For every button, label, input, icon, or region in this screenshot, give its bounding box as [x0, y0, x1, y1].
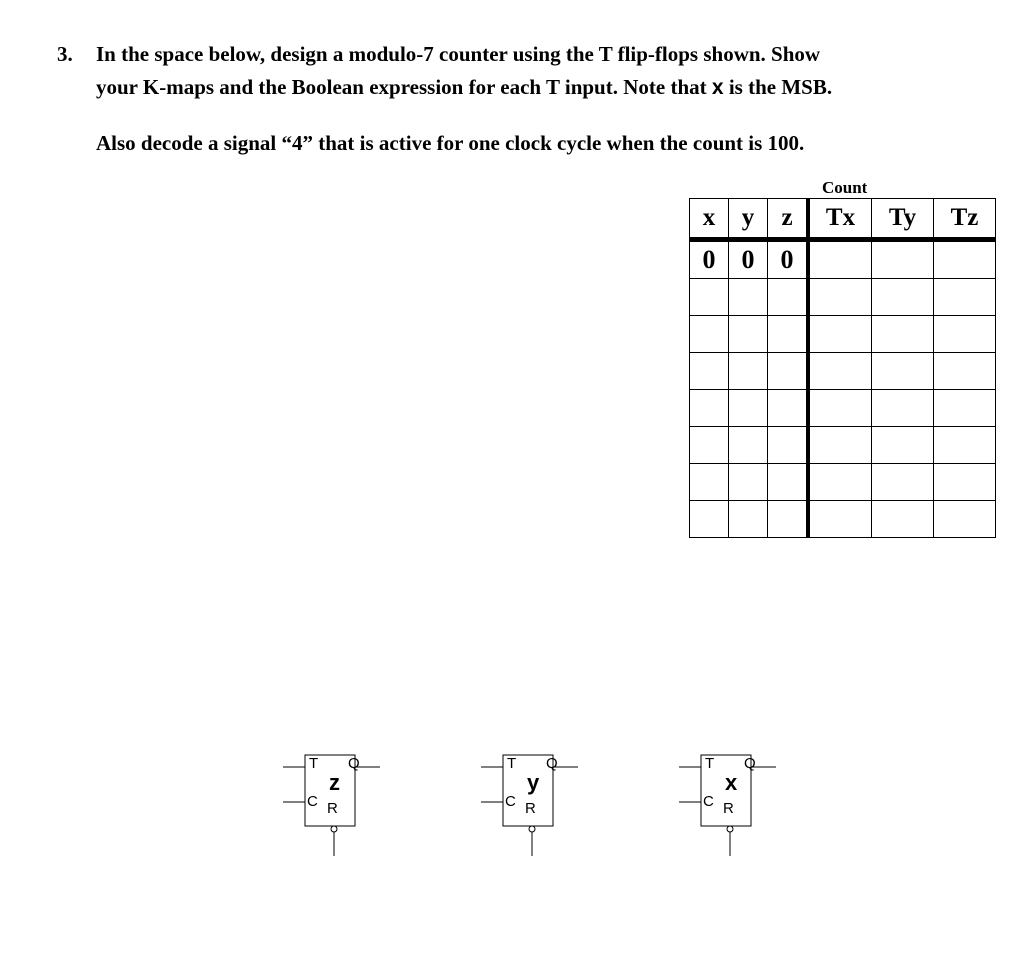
reset-input-label: R [723, 800, 734, 817]
cell-tx[interactable] [808, 501, 872, 538]
table-row [690, 316, 996, 353]
table-row [690, 279, 996, 316]
cell-x[interactable] [690, 316, 729, 353]
table-row [690, 390, 996, 427]
cell-tx[interactable] [808, 279, 872, 316]
cell-tx[interactable] [808, 427, 872, 464]
clock-input-label: C [307, 793, 318, 810]
table-row [690, 464, 996, 501]
cell-x[interactable] [690, 353, 729, 390]
cell-tx[interactable] [808, 390, 872, 427]
flipflop-name: x [725, 770, 738, 795]
cell-y[interactable] [729, 316, 768, 353]
header-tx: Tx [808, 199, 872, 240]
question-text-line3: Also decode a signal “4” that is active for one clock cycle when the count is 100. [96, 131, 805, 155]
cell-ty[interactable] [872, 390, 934, 427]
table-row [690, 240, 996, 279]
cell-z[interactable] [768, 427, 809, 464]
cell-z[interactable] [768, 353, 809, 390]
cell-y[interactable] [729, 279, 768, 316]
q-output-label: Q [744, 755, 756, 772]
cell-tz[interactable] [934, 501, 996, 538]
cell-tz[interactable] [934, 427, 996, 464]
flipflop-name: y [527, 770, 540, 795]
cell-z[interactable] [768, 390, 809, 427]
cell-ty[interactable] [872, 240, 934, 279]
cell-ty[interactable] [872, 501, 934, 538]
cell-x[interactable] [690, 427, 729, 464]
cell-ty[interactable] [872, 279, 934, 316]
header-z: z [768, 199, 809, 240]
cell-tz[interactable] [934, 316, 996, 353]
line2-end: is the MSB. [723, 75, 833, 99]
table-header-row [690, 199, 996, 240]
cell-x[interactable] [690, 464, 729, 501]
flipflop-y [479, 750, 579, 860]
t-input-label: T [309, 755, 319, 772]
header-ty: Ty [872, 199, 934, 240]
cell-z[interactable] [768, 501, 809, 538]
cell-ty[interactable] [872, 316, 934, 353]
cell-tx[interactable] [808, 316, 872, 353]
header-tz: Tz [934, 199, 996, 240]
cell-tx[interactable] [808, 353, 872, 390]
q-output-label: Q [546, 755, 558, 772]
table-row [690, 427, 996, 464]
table-row [690, 353, 996, 390]
cell-x[interactable] [690, 279, 729, 316]
cell-z[interactable] [768, 279, 809, 316]
flipflop-z [281, 750, 381, 860]
cell-y[interactable] [729, 353, 768, 390]
cell-z[interactable]: 0 [768, 240, 809, 279]
cell-x[interactable]: 0 [690, 240, 729, 279]
cell-tz[interactable] [934, 390, 996, 427]
line2-start: your K-maps and the Boolean expression for each T input. Note that [96, 75, 712, 99]
count-table [689, 198, 996, 538]
cell-tz[interactable] [934, 353, 996, 390]
question-text-line1: In the space below, design a modulo-7 counter using the T flip-flops shown. Show [96, 42, 821, 66]
t-input-label: T [507, 755, 517, 772]
header-x: x [690, 199, 729, 240]
cell-z[interactable] [768, 464, 809, 501]
q-output-label: Q [348, 755, 360, 772]
cell-tz[interactable] [934, 464, 996, 501]
cell-tz[interactable] [934, 240, 996, 279]
cell-y[interactable]: 0 [729, 240, 768, 279]
question-number: 3. [57, 42, 73, 66]
cell-z[interactable] [768, 316, 809, 353]
header-y: y [729, 199, 768, 240]
table-row [690, 501, 996, 538]
cell-y[interactable] [729, 464, 768, 501]
cell-y[interactable] [729, 501, 768, 538]
cell-ty[interactable] [872, 464, 934, 501]
cell-tz[interactable] [934, 279, 996, 316]
reset-input-label: R [327, 800, 338, 817]
cell-y[interactable] [729, 390, 768, 427]
cell-y[interactable] [729, 427, 768, 464]
flipflop-x [677, 750, 777, 860]
cell-tx[interactable] [808, 240, 872, 279]
cell-x[interactable] [690, 501, 729, 538]
question-text-line2 [96, 75, 832, 100]
clock-input-label: C [505, 793, 516, 810]
cell-ty[interactable] [872, 353, 934, 390]
t-input-label: T [705, 755, 715, 772]
flipflop-name: z [329, 770, 340, 795]
clock-input-label: C [703, 793, 714, 810]
reset-input-label: R [525, 800, 536, 817]
cell-tx[interactable] [808, 464, 872, 501]
count-label: Count [822, 178, 868, 197]
cell-x[interactable] [690, 390, 729, 427]
cell-ty[interactable] [872, 427, 934, 464]
msb-variable: x [711, 76, 724, 99]
